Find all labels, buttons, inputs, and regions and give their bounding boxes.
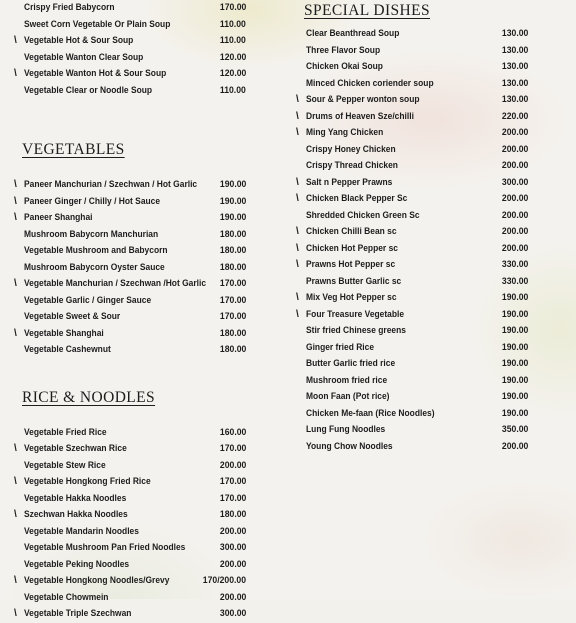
menu-item bbox=[296, 158, 532, 175]
menu-item-price: 200.00 bbox=[501, 193, 528, 204]
vegetables-list bbox=[14, 177, 250, 359]
menu-item-name: Vegetable Mushroom and Babycorn bbox=[24, 245, 168, 256]
menu-item-name: Chicken Black Pepper Sc bbox=[306, 193, 408, 204]
menu-item-name: Four Treasure Vegetable bbox=[306, 308, 405, 320]
menu-item-price: 170.00 bbox=[219, 278, 246, 289]
menu-item-name: Minced Chicken coriender soup bbox=[306, 77, 434, 89]
tick-mark: \ bbox=[14, 476, 17, 487]
menu-item-name: Salt n Pepper Prawns bbox=[306, 176, 393, 188]
menu-item-price: 180.00 bbox=[219, 245, 246, 256]
rice-noodles-list bbox=[14, 425, 250, 623]
menu-item bbox=[296, 191, 532, 208]
tick-mark: \ bbox=[14, 443, 17, 454]
menu-item-price: 200.00 bbox=[219, 558, 246, 570]
menu-item bbox=[14, 342, 250, 359]
menu-item bbox=[296, 439, 532, 456]
menu-item-name: Vegetable Hot & Sour Soup bbox=[24, 35, 134, 46]
menu-item-name: Lung Fung Noodles bbox=[306, 424, 386, 435]
menu-item-price: 190.00 bbox=[501, 292, 528, 303]
tick-mark: \ bbox=[296, 176, 299, 188]
tick-mark: \ bbox=[14, 509, 17, 520]
tick-mark: \ bbox=[14, 575, 17, 586]
menu-item-name: Sweet Corn Vegetable Or Plain Soup bbox=[24, 18, 171, 30]
menu-item-name: Vegetable Wanton Hot & Sour Soup bbox=[24, 68, 167, 79]
tick-mark: \ bbox=[296, 110, 299, 122]
menu-item bbox=[296, 208, 532, 225]
menu-item bbox=[14, 243, 250, 260]
menu-item bbox=[296, 307, 532, 324]
menu-item bbox=[14, 573, 250, 590]
menu-item-price: 180.00 bbox=[219, 261, 246, 273]
menu-item bbox=[14, 66, 250, 83]
menu-item-price: 190.00 bbox=[501, 407, 528, 419]
tick-mark: \ bbox=[14, 179, 17, 190]
left-column bbox=[14, 0, 250, 623]
menu-item-price: 330.00 bbox=[501, 275, 528, 287]
vegetables-heading: VEGETABLES bbox=[22, 141, 125, 158]
menu-item-name: Vegetable Cashewnut bbox=[24, 344, 111, 355]
tick-mark: \ bbox=[296, 292, 299, 303]
menu-item bbox=[296, 340, 532, 357]
menu-item-price: 200.00 bbox=[501, 143, 528, 155]
menu-item-name: Ginger fried Rice bbox=[306, 341, 375, 353]
menu-item-name: Drums of Heaven Sze/chilli bbox=[306, 110, 414, 122]
menu-item-price: 110.00 bbox=[220, 18, 246, 30]
menu-item-price: 130.00 bbox=[501, 28, 528, 39]
menu-item bbox=[296, 109, 532, 126]
menu-item-name: Chicken Chilli Bean sc bbox=[306, 226, 397, 237]
menu-item-price: 300.00 bbox=[501, 176, 528, 188]
menu-item-price: 170.00 bbox=[219, 443, 246, 454]
tick-mark: \ bbox=[14, 278, 17, 289]
menu-item bbox=[296, 422, 532, 439]
tick-mark: \ bbox=[14, 212, 17, 223]
menu-item-name: Vegetable Chowmein bbox=[24, 591, 109, 603]
menu-item-name: Young Chow Noodles bbox=[306, 440, 393, 452]
tick-mark: \ bbox=[14, 35, 17, 46]
menu-item bbox=[14, 0, 250, 17]
menu-item bbox=[296, 142, 532, 159]
menu-item-price: 190.00 bbox=[219, 212, 246, 223]
menu-item-price: 200.00 bbox=[501, 209, 528, 221]
menu-item-name: Mushroom Babycorn Oyster Sauce bbox=[24, 261, 165, 273]
menu-item bbox=[296, 389, 532, 406]
menu-item-name: Vegetable Hakka Noodles bbox=[24, 492, 127, 504]
menu-item-name: Vegetable Hongkong Fried Rice bbox=[24, 476, 151, 487]
menu-item-price: 170.00 bbox=[219, 476, 246, 487]
menu-item-name: Mix Veg Hot Pepper sc bbox=[306, 292, 397, 303]
menu-item bbox=[296, 323, 532, 340]
rice-noodles-heading: RICE & NOODLES bbox=[22, 388, 156, 406]
menu-item-price: 190.00 bbox=[501, 325, 528, 336]
menu-item-price: 180.00 bbox=[219, 344, 246, 355]
menu-item bbox=[296, 356, 532, 373]
menu-item-price: 190.00 bbox=[501, 308, 528, 320]
menu-item bbox=[296, 76, 532, 93]
menu-item bbox=[14, 441, 250, 458]
menu-item-price: 350.00 bbox=[501, 424, 528, 435]
menu-item-price: 180.00 bbox=[219, 228, 246, 240]
menu-item-name: Shredded Chicken Green Sc bbox=[306, 209, 420, 221]
menu-item bbox=[14, 524, 250, 541]
menu-item bbox=[296, 224, 532, 241]
menu-item bbox=[14, 177, 250, 194]
menu-item-price: 300.00 bbox=[219, 608, 246, 619]
special-dishes-heading: SPECIAL DISHES bbox=[304, 2, 431, 19]
menu-item-price: 120.00 bbox=[219, 68, 246, 79]
menu-item-price: 200.00 bbox=[501, 160, 528, 171]
menu-item-name: Butter Garlic fried rice bbox=[306, 358, 396, 369]
menu-item-price: 170.00 bbox=[219, 311, 246, 322]
menu-item bbox=[14, 210, 250, 227]
menu-item-name: Chicken Me-faan (Rice Noodles) bbox=[306, 407, 435, 419]
menu-item-price: 130.00 bbox=[501, 44, 528, 56]
menu-item bbox=[14, 260, 250, 277]
menu-item bbox=[14, 33, 250, 50]
menu-item-price: 190.00 bbox=[501, 341, 528, 353]
menu-item-name: Paneer Shanghai bbox=[24, 212, 93, 223]
menu-item-name: Vegetable Shanghai bbox=[24, 327, 104, 339]
menu-item-price: 120.00 bbox=[219, 51, 246, 63]
menu-item bbox=[14, 557, 250, 574]
menu-item bbox=[296, 406, 532, 423]
menu-item bbox=[296, 26, 532, 43]
menu-item bbox=[296, 241, 532, 258]
menu-item-name: Crispy Thread Chicken bbox=[306, 160, 398, 171]
menu-item-price: 170/200.00 bbox=[202, 575, 246, 586]
menu-item-name: Vegetable Fried Rice bbox=[24, 426, 107, 438]
menu-item-price: 190.00 bbox=[219, 179, 246, 190]
menu-item-price: 200.00 bbox=[501, 127, 528, 138]
tick-mark: \ bbox=[296, 94, 299, 105]
tick-mark: \ bbox=[296, 259, 299, 270]
menu-item bbox=[14, 50, 250, 67]
menu-item-name: Mushroom fried rice bbox=[306, 374, 388, 386]
menu-item bbox=[14, 606, 250, 623]
menu-item bbox=[14, 293, 250, 310]
menu-item-name: Prawns Butter Garlic sc bbox=[306, 275, 402, 287]
menu-item-price: 200.00 bbox=[219, 459, 246, 471]
menu-item-price: 160.00 bbox=[219, 426, 246, 438]
menu-item-name: Vegetable Wanton Clear Soup bbox=[24, 51, 144, 63]
menu-item-name: Vegetable Garlic / Ginger Sauce bbox=[24, 294, 152, 306]
menu-item bbox=[14, 425, 250, 442]
menu-item bbox=[14, 590, 250, 607]
tick-mark: \ bbox=[296, 193, 299, 204]
special-dishes-list bbox=[296, 26, 532, 455]
menu-item-price: 220.00 bbox=[501, 110, 528, 122]
menu-item-name: Prawns Hot Pepper sc bbox=[306, 259, 396, 270]
menu-item-price: 170.00 bbox=[219, 2, 246, 13]
menu-item-name: Mushroom Babycorn Manchurian bbox=[24, 228, 159, 240]
menu-item-name: Paneer Ginger / Chilly / Hot Sauce bbox=[24, 195, 161, 207]
tick-mark: \ bbox=[14, 327, 17, 339]
menu-item-name: Vegetable Sweet & Sour bbox=[24, 311, 121, 322]
menu-item bbox=[14, 194, 250, 211]
menu-item-name: Vegetable Mandarin Noodles bbox=[24, 525, 139, 537]
menu-item-price: 330.00 bbox=[501, 259, 528, 270]
menu-item-price: 180.00 bbox=[219, 327, 246, 339]
menu-item-price: 130.00 bbox=[501, 61, 528, 72]
menu-item bbox=[296, 373, 532, 390]
menu-item-name: Vegetable Clear or Noodle Soup bbox=[24, 84, 153, 96]
menu-item-price: 190.00 bbox=[219, 195, 246, 207]
menu-item-name: Three Flavor Soup bbox=[306, 44, 381, 56]
menu-item-name: Vegetable Stew Rice bbox=[24, 459, 106, 471]
menu-item-name: Chicken Hot Pepper sc bbox=[306, 242, 398, 254]
menu-item-price: 190.00 bbox=[501, 374, 528, 386]
menu-item-name: Vegetable Triple Szechwan bbox=[24, 608, 132, 619]
menu-item-name: Clear Beanthread Soup bbox=[306, 28, 400, 39]
menu-item-name: Vegetable Manchurian / Szechwan /Hot Garlic bbox=[24, 278, 207, 289]
menu-item-price: 170.00 bbox=[219, 492, 246, 504]
menu-item-name: Ming Yang Chicken bbox=[306, 127, 384, 138]
tick-mark: \ bbox=[14, 608, 17, 619]
menu-item-name: Szechwan Hakka Noodles bbox=[24, 509, 128, 520]
menu-item-price: 300.00 bbox=[219, 542, 246, 553]
menu-item-name: Sour & Pepper wonton soup bbox=[306, 94, 420, 105]
menu-item-name: Vegetable Mushroom Pan Fried Noodles bbox=[24, 542, 186, 553]
menu-item bbox=[14, 309, 250, 326]
menu-item-name: Vegetable Peking Noodles bbox=[24, 558, 130, 570]
menu-item-price: 200.00 bbox=[501, 242, 528, 254]
soups-list bbox=[14, 0, 250, 99]
menu-item bbox=[296, 175, 532, 192]
menu-item bbox=[14, 227, 250, 244]
menu-item-name: Vegetable Szechwan Rice bbox=[24, 443, 127, 454]
menu-item bbox=[14, 83, 250, 100]
tick-mark: \ bbox=[14, 195, 17, 207]
menu-item bbox=[296, 257, 532, 274]
menu-item bbox=[296, 59, 532, 76]
menu-item bbox=[14, 276, 250, 293]
menu-item bbox=[296, 125, 532, 142]
menu-item-name: Crispy Honey Chicken bbox=[306, 143, 396, 155]
menu-item-price: 170.00 bbox=[219, 294, 246, 306]
menu-item-price: 130.00 bbox=[501, 77, 528, 89]
menu-item-name: Crispy Fried Babycorn bbox=[24, 2, 115, 13]
menu-item-name: Paneer Manchurian / Szechwan / Hot Garlic bbox=[24, 179, 198, 190]
menu-item-price: 200.00 bbox=[501, 440, 528, 452]
menu-item bbox=[296, 290, 532, 307]
menu-item-price: 200.00 bbox=[501, 226, 528, 237]
menu-item bbox=[14, 458, 250, 475]
menu-item-name: Chicken Okai Soup bbox=[306, 61, 383, 72]
menu-item bbox=[14, 326, 250, 343]
menu-item bbox=[296, 274, 532, 291]
menu-item bbox=[14, 17, 250, 34]
menu-item bbox=[14, 491, 250, 508]
menu-item-price: 130.00 bbox=[501, 94, 528, 105]
menu-item-name: Moon Faan (Pot rice) bbox=[306, 391, 390, 402]
menu-item bbox=[14, 474, 250, 491]
menu-item bbox=[14, 507, 250, 524]
menu-item bbox=[14, 540, 250, 557]
menu-item bbox=[296, 43, 532, 60]
menu-item-price: 200.00 bbox=[219, 591, 246, 603]
menu-item bbox=[296, 92, 532, 109]
menu-item-price: 190.00 bbox=[501, 358, 528, 369]
tick-mark: \ bbox=[14, 68, 17, 79]
menu-item-price: 110.00 bbox=[220, 35, 246, 46]
menu-item-price: 200.00 bbox=[219, 525, 246, 537]
menu-item-price: 190.00 bbox=[501, 391, 528, 402]
tick-mark: \ bbox=[296, 226, 299, 237]
tick-mark: \ bbox=[296, 308, 299, 320]
menu-item-name: Stir fried Chinese greens bbox=[306, 325, 406, 336]
tick-mark: \ bbox=[296, 127, 299, 138]
tick-mark: \ bbox=[296, 242, 299, 254]
menu-item-price: 180.00 bbox=[219, 509, 246, 520]
menu-item-name: Vegetable Hongkong Noodles/Grevy bbox=[24, 575, 170, 586]
menu-item-price: 110.00 bbox=[220, 84, 246, 96]
right-column bbox=[296, 0, 532, 455]
